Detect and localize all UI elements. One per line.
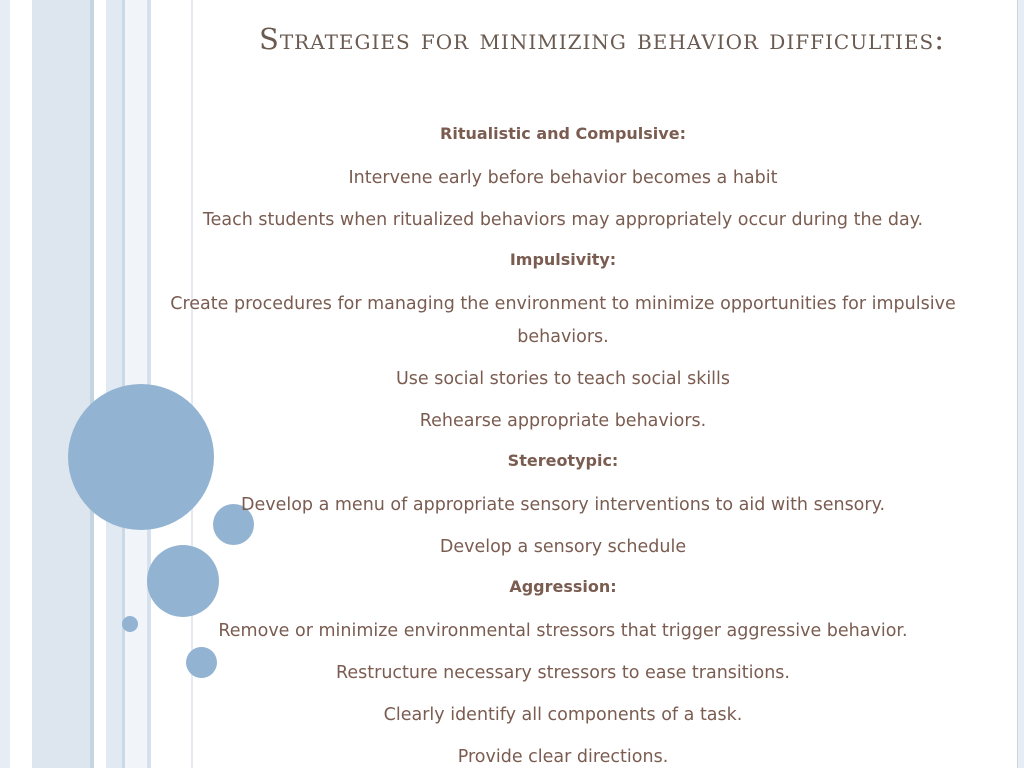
- bullet-item: Develop a menu of appropriate sensory interventions to aid with sensory.: [240, 495, 886, 515]
- bullet-item: Clearly identify all components of a task.: [383, 705, 743, 725]
- section-heading-impulsivity: Impulsivity:: [509, 250, 617, 269]
- bullet-item: Remove or minimize environmental stressors that trigger aggressive behavior.: [218, 621, 908, 641]
- slide-title: Strategies for minimizing behavior difficulties:: [258, 22, 946, 56]
- bullet-item: Rehearse appropriate behaviors.: [419, 411, 707, 431]
- decorative-circle-tiny: [122, 616, 138, 632]
- right-edge-border: [1017, 0, 1024, 768]
- bullet-item: Restructure necessary stressors to ease transitions.: [336, 663, 790, 683]
- section-heading-stereotypic: Stereotypic:: [507, 451, 619, 470]
- bullet-item: Intervene early before behavior becomes a habit: [348, 168, 778, 188]
- bullet-item: Provide clear directions.: [457, 747, 669, 767]
- slide-content: [140, 120, 986, 783]
- bullet-item: Teach students when ritualized behaviors may appropriately occur during the day.: [202, 210, 924, 230]
- section-heading-ritualistic: Ritualistic and Compulsive:: [440, 124, 686, 143]
- bullet-item: Create procedures for managing the environment to minimize opportunities for impulsive behaviors.: [170, 294, 956, 347]
- bullet-item: Use social stories to teach social skills: [395, 369, 731, 389]
- section-heading-aggression: Aggression:: [509, 577, 617, 596]
- bullet-item: Develop a sensory schedule: [439, 537, 687, 557]
